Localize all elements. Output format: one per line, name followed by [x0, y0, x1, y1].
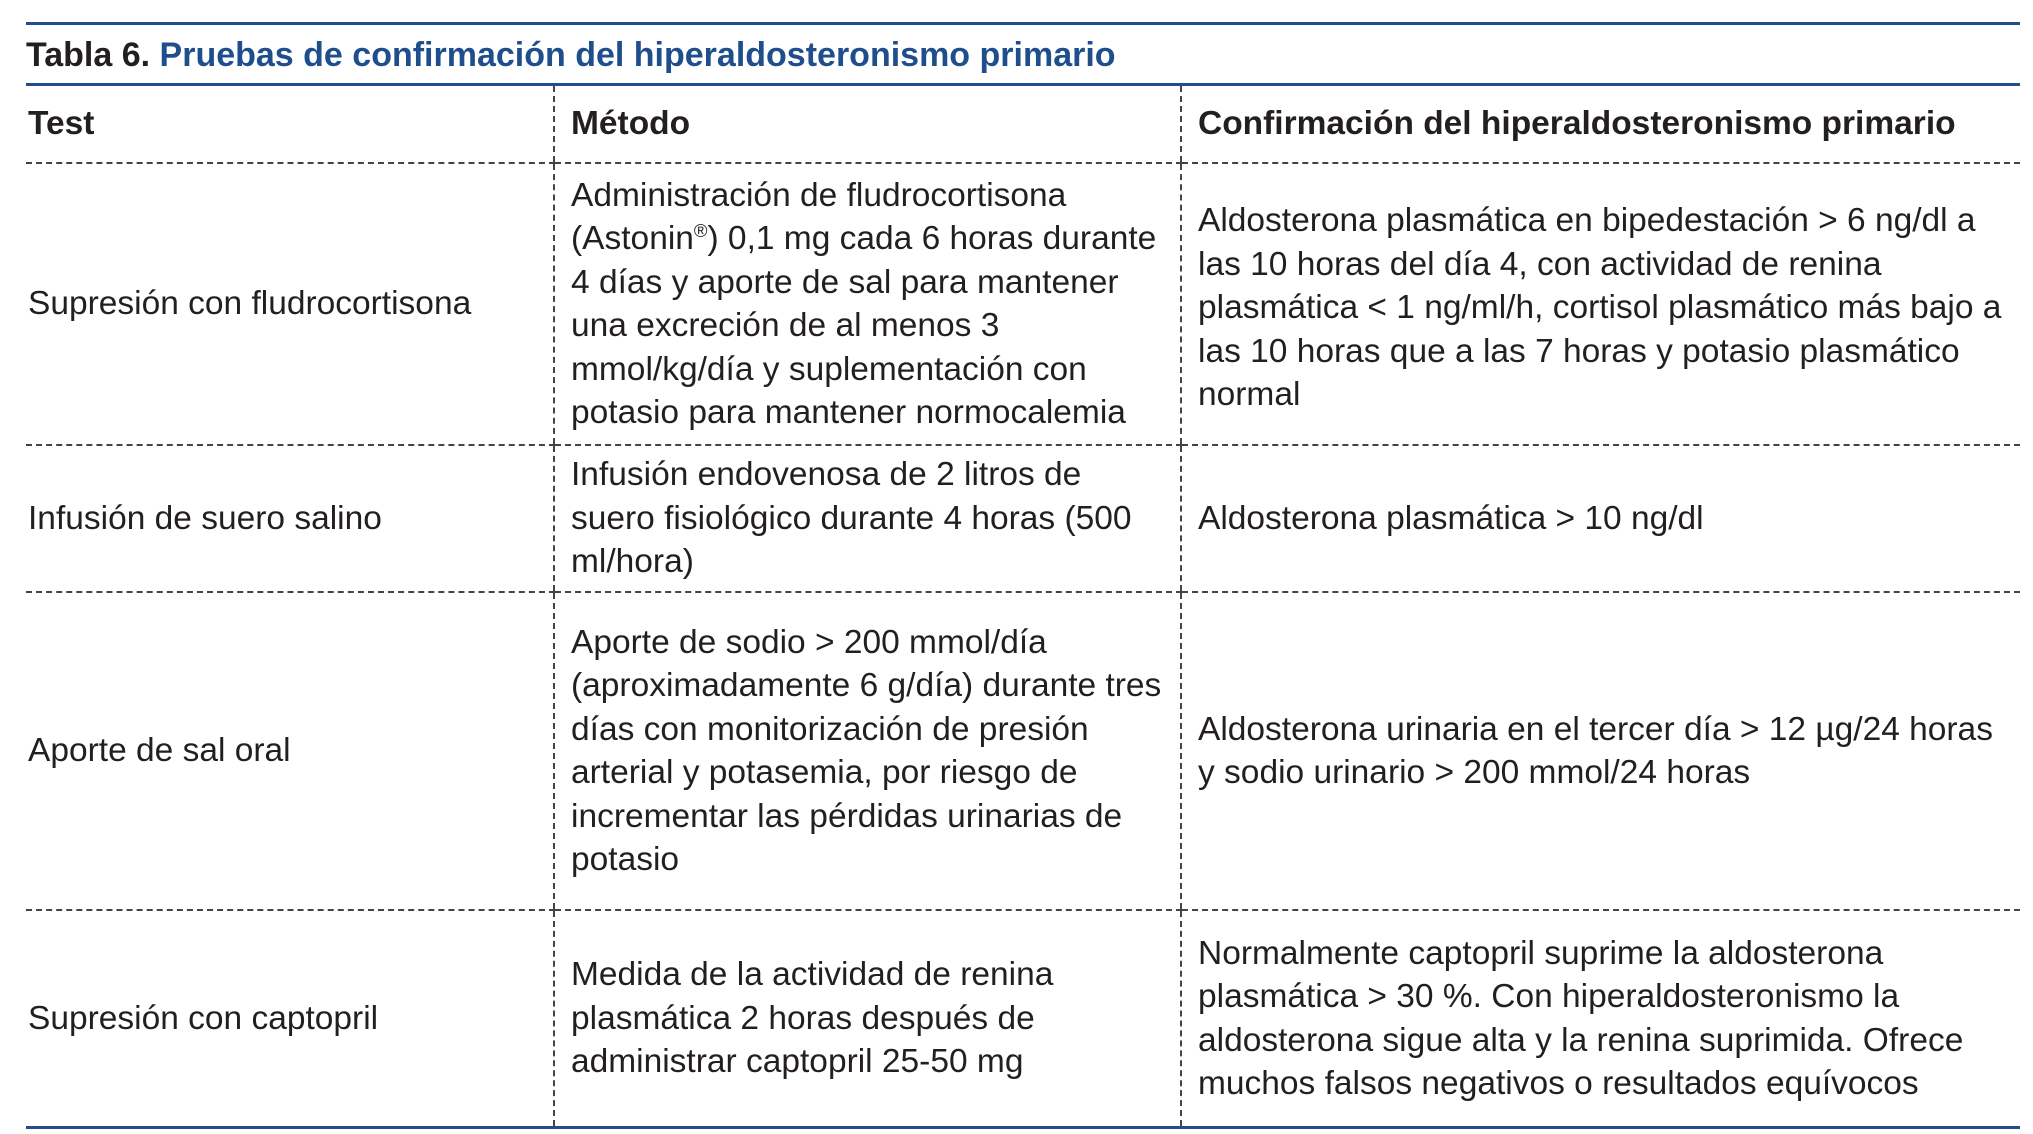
table-caption-label: Tabla 6. [26, 36, 151, 74]
bottom-rule [26, 1126, 2020, 1129]
row-method-text: Administración de fludrocortisona (Astonin [571, 176, 1067, 257]
row-method [554, 163, 1181, 445]
row-confirmation: Normalmente captopril suprime la aldosterona plasmática > 30 %. Con hiperaldosteronismo la aldosterona sigue alta y la renina suprimida. Ofrece muchos falsos negativos o resultados equívocos [1181, 910, 2020, 1126]
row-method: Infusión endovenosa de 2 litros de suero fisiológico durante 4 horas (500 ml/hora) [554, 445, 1181, 592]
row-confirmation: Aldosterona plasmática > 10 ng/dl [1181, 445, 2020, 592]
registered-mark: ® [693, 219, 708, 241]
row-test: Supresión con fludrocortisona [26, 163, 554, 445]
row-confirmation: Aldosterona urinaria en el tercer día > 12 µg/24 horas y sodio urinario > 200 mmol/24 horas [1181, 592, 2020, 910]
row-method-text-continued: ) 0,1 mg cada 6 horas durante 4 días y aporte de sal para mantener una excreción de al menos 3 mmol/kg/día y suplementación con potasio para mantener normocalemia [571, 220, 1157, 431]
table-row [26, 163, 2020, 445]
header-confirmation: Confirmación del hiperaldosteronismo primario [1181, 86, 2020, 163]
table-header-row [26, 86, 2020, 163]
table-row [26, 592, 2020, 910]
row-test: Aporte de sal oral [26, 592, 554, 910]
table-container [26, 22, 2020, 1129]
row-test: Infusión de suero salino [26, 445, 554, 592]
confirmation-tests-table [26, 86, 2020, 1126]
row-confirmation: Aldosterona plasmática en bipedestación > 6 ng/dl a las 10 horas del día 4, con actividad de renina plasmática < 1 ng/ml/h, cortisol plasmático más bajo a las 10 horas que a las 7 horas y potasio plasmático normal [1181, 163, 2020, 445]
row-test: Supresión con captopril [28, 999, 379, 1037]
table-caption [26, 25, 2020, 83]
row-method: Medida de la actividad de renina plasmática 2 horas después de administrar captopril 25-50 mg [554, 910, 1181, 1126]
table-caption-title: Pruebas de confirmación del hiperaldosteronismo primario [159, 36, 1116, 74]
table-row [26, 910, 2020, 1126]
table-row [26, 445, 2020, 592]
header-method: Método [554, 86, 1181, 163]
header-test: Test [26, 86, 554, 163]
row-method: Aporte de sodio > 200 mmol/día (aproximadamente 6 g/día) durante tres días con monitorización de presión arterial y potasemia, por riesgo de incrementar las pérdidas urinarias de potasio [554, 592, 1181, 910]
